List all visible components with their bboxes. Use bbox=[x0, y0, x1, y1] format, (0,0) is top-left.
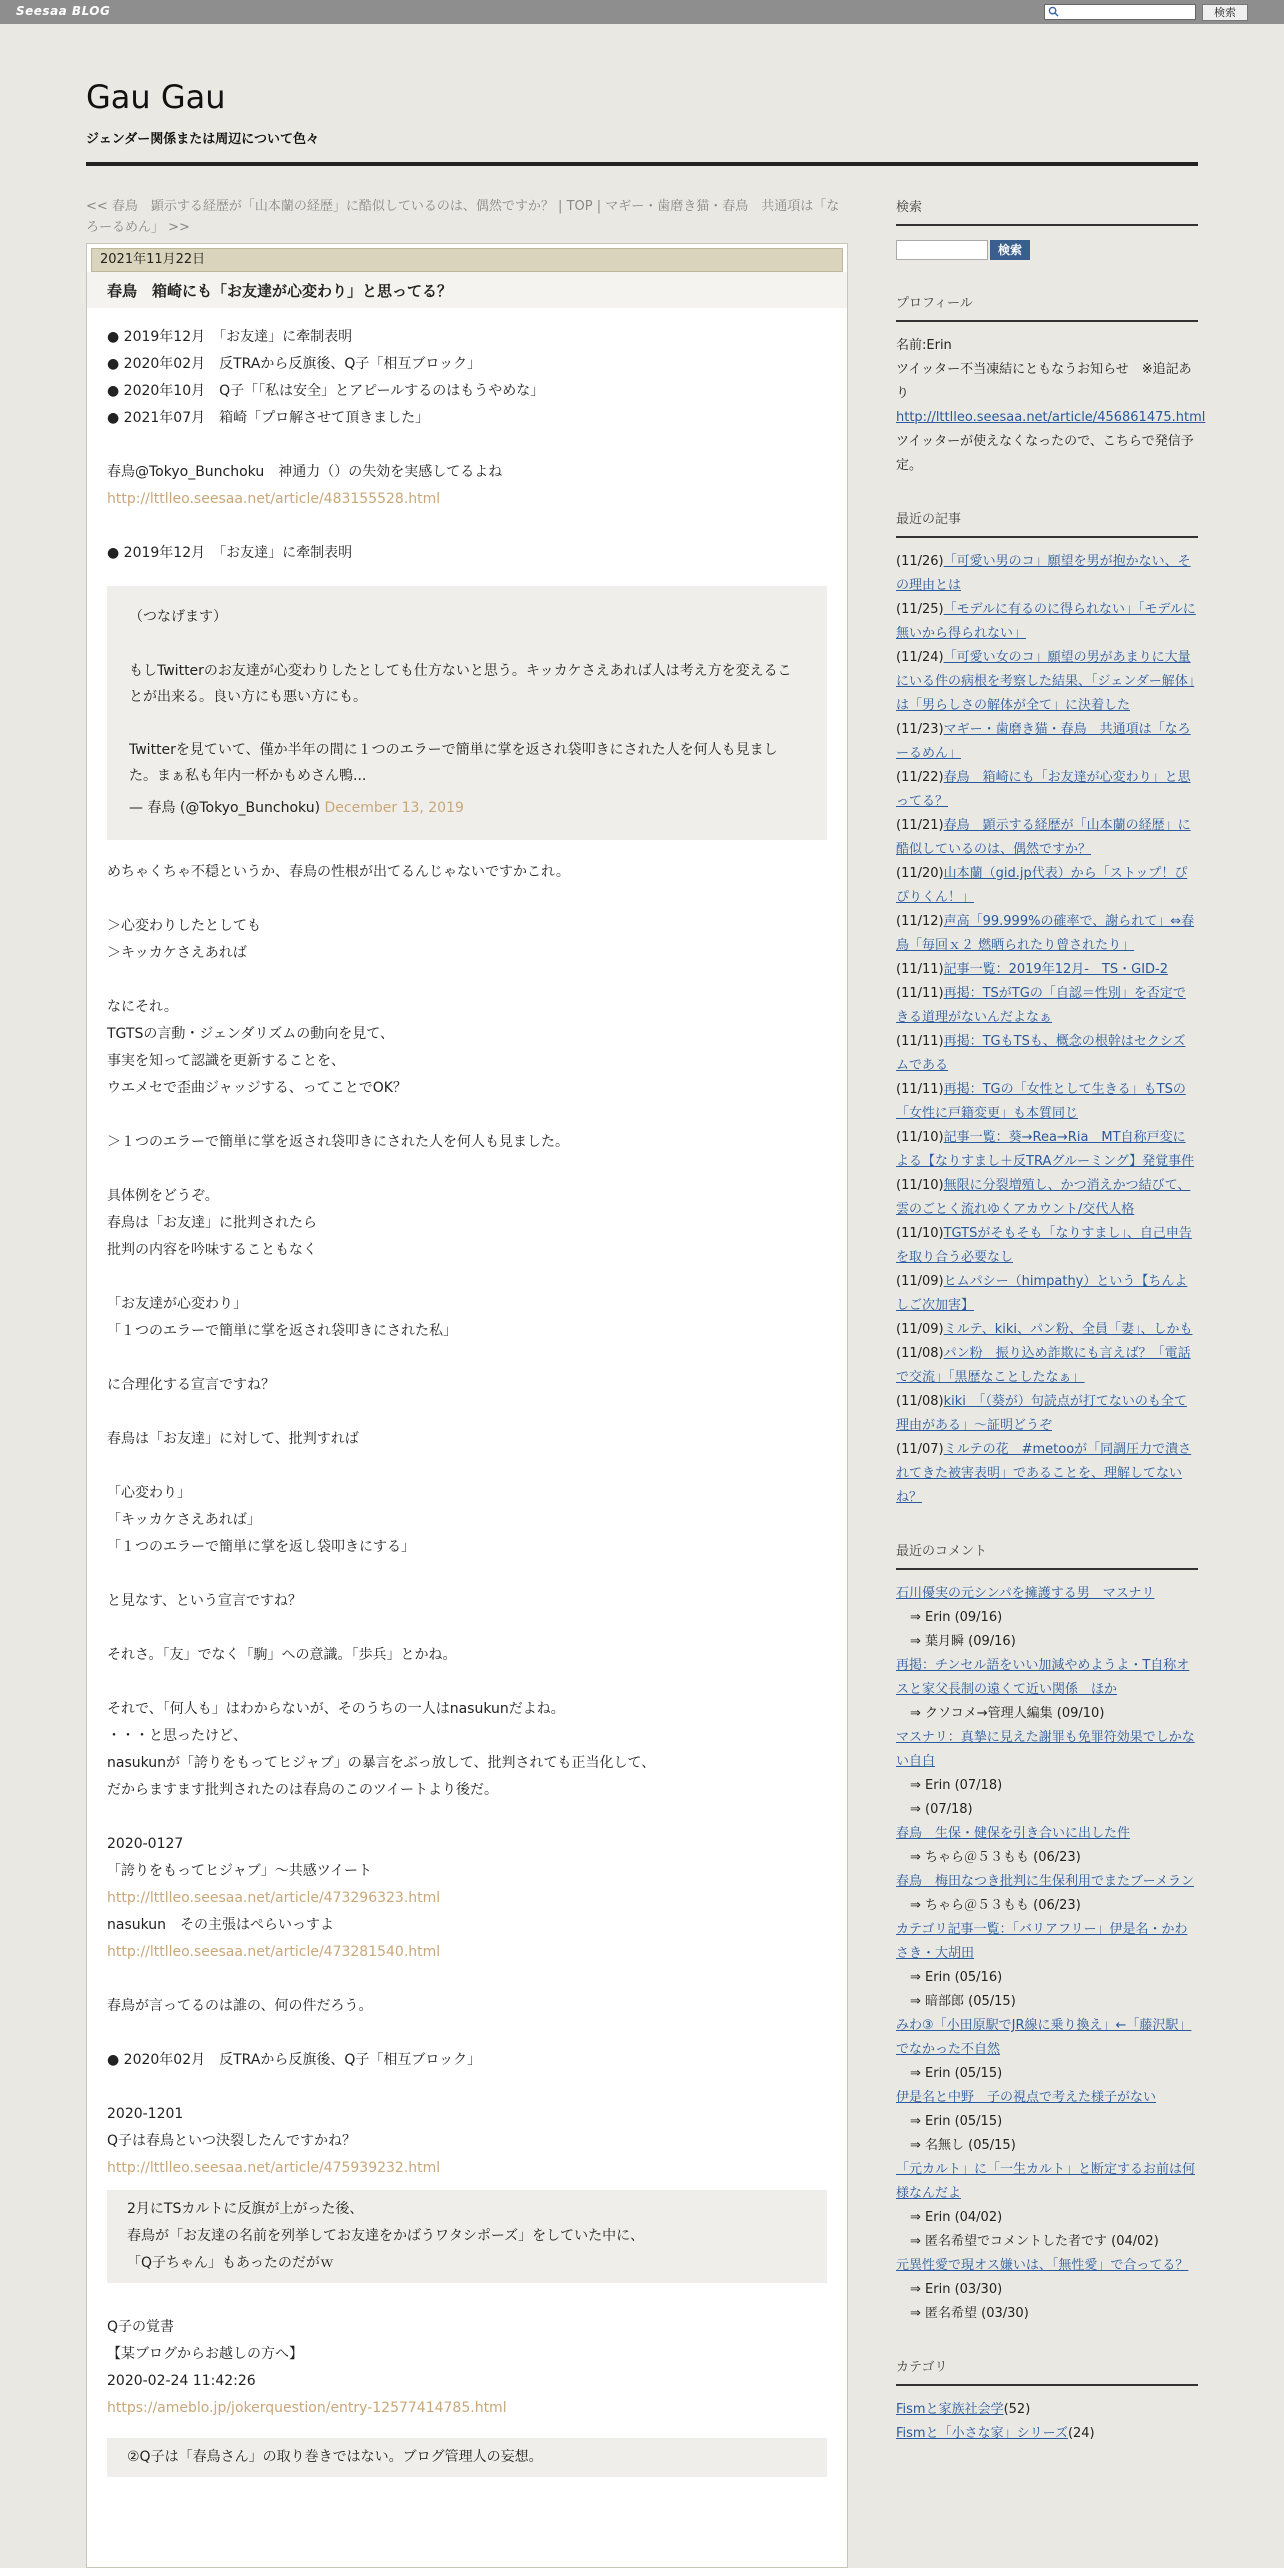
paragraph-line bbox=[107, 1804, 827, 1831]
recent-article-link[interactable]: ミルテ、kiki、パン粉、全員「妻」、しかも bbox=[943, 1322, 1193, 1337]
sidebar-search-title: 検索 bbox=[896, 196, 1198, 226]
recent-article-link[interactable]: kiki 「（葵が）句読点が打てないのも全て理由がある」～証明どうぞ bbox=[896, 1394, 1187, 1433]
comment-reply[interactable]: ⇒ (07/18) bbox=[910, 1802, 973, 1817]
comment-article-link[interactable]: 春鳥 生保・健保を引き合いに出した件 bbox=[896, 1826, 1131, 1841]
comment-article-link[interactable]: マスナリ：真摯に見えた謝罪も免罪符効果でしかない自白 bbox=[896, 1730, 1195, 1769]
recent-article-date: (11/08) bbox=[896, 1346, 944, 1361]
recent-article-link[interactable]: 再掲：TGもTSも、概念の根幹はセクシズムである bbox=[896, 1034, 1186, 1073]
article-navigation[interactable]: << 春鳥 顕示する経歴が「山本蘭の経歴」に酷似しているのは、偶然ですか？ | TOP | マギー・歯磨き猫・春鳥 共通項は「なろーるめん」 >> bbox=[86, 199, 840, 235]
recent-article-date: (11/24) bbox=[896, 650, 944, 665]
recent-article-item bbox=[896, 814, 1198, 862]
recent-article-item bbox=[896, 958, 1198, 982]
intro-line: ● 2019年12月 「お友達」に牽制表明 bbox=[107, 329, 353, 345]
recent-article-link[interactable]: 山本蘭（gid.jp代表）から「ストップ！ぴぴりくん！」 bbox=[896, 866, 1188, 905]
recent-article-item bbox=[896, 1222, 1198, 1270]
recent-article-link[interactable]: 再掲：TSがTGの「自認＝性別」を否定できる道理がないんだよなぁ bbox=[896, 986, 1186, 1025]
recent-article-item bbox=[896, 1126, 1198, 1174]
paragraph-line: 批判の内容を吟味することもなく bbox=[107, 1242, 317, 1258]
article-main bbox=[86, 243, 848, 2568]
seesaa-blog-logo[interactable]: Seesaa BLOG bbox=[16, 4, 111, 18]
search-icon bbox=[1048, 6, 1059, 17]
recent-article-link[interactable]: 「可愛い女のコ」願望の男があまりに大量にいる件の病根を考察した結果、「ジェンダー解体」は「男らしさの解体が全て」に決着した bbox=[896, 650, 1195, 713]
category-link[interactable]: Fismと家族社会学 bbox=[896, 2402, 1004, 2417]
paragraph-line: 春鳥が言ってるのは誰の、何の件だろう。 bbox=[107, 1998, 373, 2014]
sidebar-profile bbox=[896, 292, 1206, 478]
tweet-author: — 春鳥 (@Tokyo_Bunchoku) bbox=[129, 800, 321, 816]
comment-reply[interactable]: ⇒ 匿名希望 (03/30) bbox=[910, 2306, 1029, 2321]
comment-reply[interactable]: ⇒ ちゃら＠５３もも (06/23) bbox=[910, 1850, 1081, 1865]
recent-article-item bbox=[896, 1270, 1198, 1318]
recent-article-item bbox=[896, 1318, 1198, 1342]
comment-reply[interactable]: ⇒ Erin (03/30) bbox=[910, 2282, 1003, 2297]
paragraph-line: nasukunが「誇りをもってヒジャブ」の暴言をぶっ放して、批判されても正当化して、 bbox=[107, 1755, 656, 1771]
article-link[interactable]: http://lttlleo.seesaa.net/article/473296323.html bbox=[107, 1890, 441, 1906]
paragraph-line: と見なす、という宣言ですね？ bbox=[107, 1593, 302, 1609]
paragraph-line: だからますます批判されたのは春鳥のこのツイートより後だ。 bbox=[107, 1782, 499, 1798]
category-item bbox=[896, 2422, 1198, 2446]
intro-line: ● 2020年02月 反TRAから反旗後、Q子「相互ブロック」 bbox=[107, 356, 482, 372]
categories-title: カテゴリ bbox=[896, 2356, 1198, 2386]
article-link[interactable]: https://ameblo.jp/jokerquestion/entry-12577414785.html bbox=[107, 2400, 507, 2416]
recent-article-date: (11/10) bbox=[896, 1178, 944, 1193]
top-bar bbox=[0, 0, 1284, 24]
paragraph-line bbox=[107, 1156, 827, 1183]
profile-name: 名前:Erin bbox=[896, 338, 952, 353]
paragraph-line: Q子は春鳥といつ決裂したんですかね？ bbox=[107, 2133, 357, 2149]
paragraph: 【某ブログからお越しの方へ】 bbox=[107, 2346, 303, 2362]
sidebar-search bbox=[896, 196, 1198, 262]
header-divider bbox=[86, 162, 1198, 166]
sidebar-recent-articles bbox=[896, 508, 1198, 1510]
topbar-search-button[interactable]: 検索 bbox=[1202, 4, 1248, 21]
comment-article-link[interactable]: 伊是名と中野 子の視点で考えた様子がない bbox=[896, 2090, 1157, 2105]
article-link[interactable]: http://lttlleo.seesaa.net/article/473281540.html bbox=[107, 1944, 441, 1960]
recent-article-date: (11/09) bbox=[896, 1274, 944, 1289]
comment-reply[interactable]: ⇒ Erin (05/15) bbox=[910, 2066, 1003, 2081]
paragraph-line: 具体例をどうぞ。 bbox=[107, 1188, 219, 1204]
recent-article-item bbox=[896, 982, 1198, 1030]
paragraph-line bbox=[107, 1615, 827, 1642]
recent-article-link[interactable]: TGTSがそもそも「なりすまし」、自己申告を取り合う必要なし bbox=[896, 1226, 1192, 1265]
recent-article-date: (11/12) bbox=[896, 914, 944, 929]
comment-article-link[interactable]: 春鳥 梅田なつき批判に生保利用でまたブーメラン bbox=[896, 1874, 1194, 1889]
paragraph-line: 「心変わり」 bbox=[107, 1485, 191, 1501]
profile-note: ツイッターが使えなくなったので、こちらで発信予定。 bbox=[896, 434, 1194, 473]
comment-reply[interactable]: ⇒ Erin (04/02) bbox=[910, 2210, 1003, 2225]
paragraph-line: ＞心変わりしたとしても bbox=[107, 918, 261, 934]
comment-reply[interactable]: ⇒ クソコメ→管理人編集 (09/10) bbox=[910, 1706, 1105, 1721]
paragraph-line: ＞１つのエラーで簡単に掌を返され袋叩きにされた人を何人も見ました。 bbox=[107, 1134, 569, 1150]
paragraph-line bbox=[107, 1399, 827, 1426]
recent-article-date: (11/10) bbox=[896, 1130, 944, 1145]
recent-article-item bbox=[896, 910, 1198, 958]
quote-box bbox=[107, 2190, 827, 2283]
site-title[interactable]: Gau Gau bbox=[86, 78, 226, 116]
paragraph-line: なにそれ。 bbox=[107, 999, 178, 1015]
recent-article-link[interactable]: 記事一覧：葵→Rea→Ria MT自称戸変による【なりすまし＋反TRAグルーミング】発覚事件 bbox=[896, 1130, 1195, 1169]
comment-reply[interactable]: ⇒ Erin (09/16) bbox=[910, 1610, 1003, 1625]
paragraph-line: 2020-1201 bbox=[107, 2106, 184, 2122]
recent-article-item bbox=[896, 1390, 1198, 1438]
paragraph-line: 「お友達が心変わり」 bbox=[107, 1296, 247, 1312]
article-body bbox=[107, 324, 827, 2495]
sidebar bbox=[896, 196, 1206, 2476]
category-item bbox=[896, 2398, 1198, 2422]
comment-article-link[interactable]: 石川優実の元シンパを擁護する男 マスナリ bbox=[896, 1586, 1155, 1601]
article-title-bar bbox=[87, 272, 847, 308]
recent-article-link[interactable]: 記事一覧：2019年12月- TS・GID-2 bbox=[943, 962, 1168, 977]
recent-article-link[interactable]: 無限に分裂増殖し、かつ消えかつ結びて、雲のごとく流れゆくアカウント/交代人格 bbox=[896, 1178, 1191, 1217]
category-count: (52) bbox=[1003, 2402, 1031, 2417]
recent-article-item bbox=[896, 550, 1198, 598]
site-description: ジェンダー関係または周辺について色々 bbox=[86, 132, 319, 147]
comment-reply[interactable]: ⇒ Erin (05/15) bbox=[910, 2114, 1003, 2129]
article-paragraphs bbox=[107, 1993, 827, 2155]
paragraph: Q子の覚書 bbox=[107, 2319, 175, 2335]
topbar-search-input[interactable] bbox=[1044, 4, 1196, 20]
recent-article-date: (11/11) bbox=[896, 986, 944, 1001]
paragraph-line: ● 2020年02月 反TRAから反旗後、Q子「相互ブロック」 bbox=[107, 2052, 482, 2068]
recent-article-date: (11/26) bbox=[896, 554, 944, 569]
profile-note: ツイッター不当凍結にともなうお知らせ ※追記あり bbox=[896, 362, 1192, 401]
sidebar-search-button[interactable]: 検索 bbox=[990, 240, 1030, 260]
paragraph-line bbox=[107, 1264, 827, 1291]
recent-article-date: (11/21) bbox=[896, 818, 944, 833]
paragraph-line bbox=[107, 2020, 827, 2047]
comment-reply[interactable]: ⇒ 葉月瞬 (09/16) bbox=[910, 1634, 1016, 1649]
comment-reply[interactable]: ⇒ 匿名希望でコメントした者です (04/02) bbox=[910, 2234, 1159, 2249]
paragraph: ● 2019年12月 「お友達」に牽制表明 bbox=[107, 545, 353, 561]
recent-article-date: (11/11) bbox=[896, 1082, 944, 1097]
paragraph: 春鳥@Tokyo_Bunchoku 神通力（）の失効を実感してるよね bbox=[107, 464, 503, 480]
paragraph-line: ＞キッカケさえあれば bbox=[107, 945, 247, 961]
recent-article-item bbox=[896, 1342, 1198, 1390]
paragraph: 2020-02-24 11:42:26 bbox=[107, 2373, 256, 2389]
paragraph-line bbox=[107, 1669, 827, 1696]
recent-article-link[interactable]: マギー・歯磨き猫・春鳥 共通項は「なろーるめん」 bbox=[896, 722, 1191, 761]
paragraph-line: 「誇りをもってヒジャブ」～共感ツイート bbox=[107, 1863, 373, 1879]
quote-box bbox=[107, 2438, 827, 2477]
recent-article-link[interactable]: 「可愛い男のコ」願望を男が抱かない、その理由とは bbox=[896, 554, 1191, 593]
category-link[interactable]: Fismと「小さな家」シリーズ bbox=[896, 2426, 1068, 2441]
recent-article-date: (11/22) bbox=[896, 770, 944, 785]
article-date: 2021年11月22日 bbox=[91, 248, 843, 272]
paragraph-line: 春鳥は「お友達」に対して、批判すれば bbox=[107, 1431, 359, 1447]
paragraph-line: 「１つのエラーで簡単に掌を返し袋叩きにする」 bbox=[107, 1539, 415, 1555]
paragraph-line bbox=[107, 1561, 827, 1588]
quote-line: 春鳥が「お友達の名前を列挙してお友達をかばうワタシポーズ」をしていた中に、 bbox=[127, 2228, 645, 2244]
recent-article-item bbox=[896, 862, 1198, 910]
recent-article-date: (11/23) bbox=[896, 722, 944, 737]
paragraph-line bbox=[107, 2074, 827, 2101]
paragraph-line: それで、「何人も」はわからないが、そのうちの一人はnasukunだよね。 bbox=[107, 1701, 565, 1717]
category-count: (24) bbox=[1067, 2426, 1095, 2441]
quote-line: 「Q子ちゃん」もあったのだがｗ bbox=[127, 2255, 334, 2271]
comment-reply[interactable]: ⇒ Erin (05/16) bbox=[910, 1970, 1003, 1985]
recent-article-item bbox=[896, 1030, 1198, 1078]
recent-article-link[interactable]: パン粉 振り込め詐欺にも言えば？「電話で交流」「黒歴なことしたなぁ」 bbox=[896, 1346, 1191, 1385]
recent-article-link[interactable]: ミルテの花 #metooが「同調圧力で潰されてきた被害表明」であることを、理解してないね？ bbox=[896, 1442, 1192, 1505]
quote-line: 2月にTSカルトに反旗が上がった後、 bbox=[127, 2201, 364, 2217]
comment-article-link[interactable]: 再掲：チンセル語をいい加減やめようよ・T自称オスと家父長制の遠くて近い関係 ほか bbox=[896, 1658, 1190, 1697]
recent-article-link[interactable]: ヒムパシー（himpathy）という【ちんよしご次加害】 bbox=[896, 1274, 1188, 1313]
recent-article-date: (11/20) bbox=[896, 866, 944, 881]
paragraph: nasukun その主張はぺらいっすよ bbox=[107, 1917, 335, 1933]
recent-article-link[interactable]: 声高「99.999%の確率で、謝られて」⇔春鳥「毎回ｘ２ 燃晒られたり曾されたり」 bbox=[896, 914, 1195, 953]
paragraph-line: 2020-0127 bbox=[107, 1836, 184, 1852]
tweet-line: Twitterを見ていて、僅か半年の間に１つのエラーで簡単に掌を返され袋叩きにされた人を何人も見ました。まぁ私も年内一杯かもめさん鴨... bbox=[129, 742, 778, 784]
paragraph-line bbox=[107, 967, 827, 994]
tweet-date-link[interactable]: December 13, 2019 bbox=[324, 800, 464, 816]
recent-articles-title: 最近の記事 bbox=[896, 508, 1198, 538]
embedded-tweet bbox=[107, 586, 827, 840]
comment-article-link[interactable]: 元異性愛で現オス嫌いは、「無性愛」で合ってる？ bbox=[896, 2258, 1189, 2273]
article-paragraphs bbox=[107, 859, 827, 1885]
recent-article-link[interactable]: 春鳥 顕示する経歴が「山本蘭の経歴」に酷似しているのは、偶然ですか？ bbox=[896, 818, 1191, 857]
recent-article-date: (11/07) bbox=[896, 1442, 944, 1457]
comment-reply[interactable]: ⇒ ちゃら＠５３もも (06/23) bbox=[910, 1898, 1081, 1913]
recent-article-link[interactable]: 再掲：TGの「女性として生きる」もTSの「女性に戸籍変更」も本質同じ bbox=[896, 1082, 1186, 1121]
recent-article-item bbox=[896, 1174, 1198, 1222]
sidebar-recent-comments bbox=[896, 1540, 1198, 2326]
article-link[interactable]: http://lttlleo.seesaa.net/article/475939232.html bbox=[107, 2160, 441, 2176]
recent-article-date: (11/08) bbox=[896, 1394, 944, 1409]
paragraph-line bbox=[107, 886, 827, 913]
quote-line: ②Q子は「春鳥さん」の取り巻きではない。ブログ管理人の妄想。 bbox=[127, 2449, 543, 2465]
recent-article-date: (11/25) bbox=[896, 602, 944, 617]
recent-article-date: (11/10) bbox=[896, 1226, 944, 1241]
recent-article-link[interactable]: 春鳥 箱崎にも「お友達が心変わり」と思ってる？ bbox=[896, 770, 1191, 809]
paragraph-line: 「キッカケさえあれば」 bbox=[107, 1512, 261, 1528]
paragraph-line: ウエメセで歪曲ジャッジする、ってことでOK？ bbox=[107, 1080, 407, 1096]
tweet-line: もしTwitterのお友達が心変わりしたとしても仕方ないと思う。キッカケさえあれば人は考え方を変えることが出来る。良い方にも悪い方にも。 bbox=[129, 663, 792, 705]
intro-line: ● 2020年10月 Q子「「私は安全」とアピールするのはもうやめな」 bbox=[107, 383, 545, 399]
intro-line: ● 2021年07月 箱崎「プロ解させて頂きました」 bbox=[107, 410, 430, 426]
sidebar-categories bbox=[896, 2356, 1198, 2446]
comment-article-link[interactable]: カテゴリ記事一覧：「バリアフリー」伊是名・かわさき・大胡田 bbox=[896, 1922, 1188, 1961]
article-link[interactable]: http://lttlleo.seesaa.net/article/483155528.html bbox=[107, 491, 441, 507]
paragraph-line: それさ。「友」でなく「駒」への意識。「歩兵」とかね。 bbox=[107, 1647, 457, 1663]
recent-article-date: (11/11) bbox=[896, 962, 944, 977]
profile-title: プロフィール bbox=[896, 292, 1198, 322]
recent-article-item bbox=[896, 1078, 1198, 1126]
recent-article-item bbox=[896, 766, 1198, 814]
recent-article-link[interactable]: 「モデルに有るのに得られない」「モデルに無いから得られない」 bbox=[896, 602, 1196, 641]
recent-article-item bbox=[896, 598, 1198, 646]
recent-article-item bbox=[896, 646, 1198, 718]
comment-article-link[interactable]: 「元カルト」に「一生カルト」と断定するお前は何様なんだよ bbox=[896, 2162, 1196, 2201]
article-title[interactable]: 春鳥 箱崎にも「お友達が心変わり」と思ってる？ bbox=[107, 282, 453, 300]
paragraph-line: 事実を知って認識を更新することを、 bbox=[107, 1053, 345, 1069]
tweet-line: （つなげます） bbox=[129, 609, 227, 625]
paragraph-line bbox=[107, 1345, 827, 1372]
paragraph-line: TGTSの言動・ジェンダリズムの動向を見て、 bbox=[107, 1026, 394, 1042]
comment-reply[interactable]: ⇒ Erin (07/18) bbox=[910, 1778, 1003, 1793]
paragraph-line: めちゃくちゃ不穏というか、春鳥の性根が出てるんじゃないですかこれ。 bbox=[107, 864, 570, 880]
sidebar-search-input[interactable] bbox=[896, 240, 988, 260]
recent-article-date: (11/09) bbox=[896, 1322, 944, 1337]
recent-article-item bbox=[896, 718, 1198, 766]
paragraph-line: 春鳥は「お友達」に批判されたら bbox=[107, 1215, 317, 1231]
comment-reply[interactable]: ⇒ 暗部郎 (05/15) bbox=[910, 1994, 1016, 2009]
comment-article-link[interactable]: みわ③「小田原駅でJR線に乗り換え」←「藤沢駅」でなかった不自然 bbox=[896, 2018, 1192, 2057]
paragraph-line: に合理化する宣言ですね？ bbox=[107, 1377, 275, 1393]
recent-comments-title: 最近のコメント bbox=[896, 1540, 1198, 1570]
profile-link[interactable]: http://lttlleo.seesaa.net/article/456861475.html bbox=[896, 410, 1206, 425]
paragraph-line bbox=[107, 1453, 827, 1480]
recent-article-date: (11/11) bbox=[896, 1034, 944, 1049]
comment-reply[interactable]: ⇒ 名無し (05/15) bbox=[910, 2138, 1016, 2153]
recent-article-item bbox=[896, 1438, 1198, 1510]
paragraph-line: ・・・と思ったけど、 bbox=[107, 1728, 247, 1744]
paragraph-line bbox=[107, 1102, 827, 1129]
paragraph-line: 「１つのエラーで簡単に掌を返され袋叩きにされた私」 bbox=[107, 1323, 457, 1339]
